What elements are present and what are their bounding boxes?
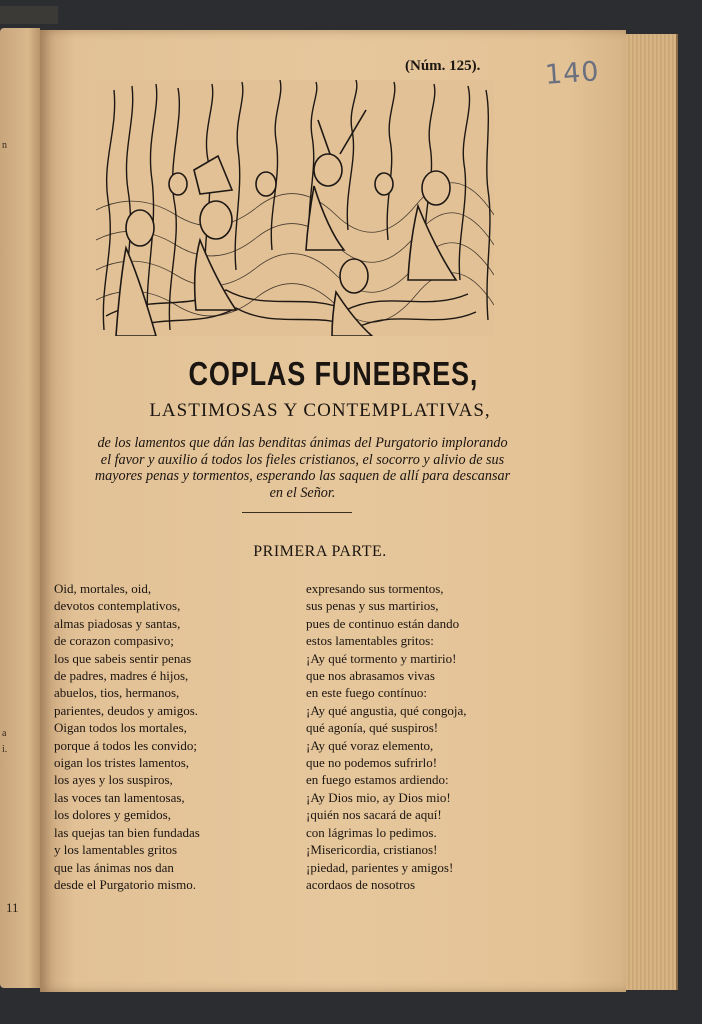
verse-line: ¡Misericordia, cristianos! — [306, 842, 438, 858]
verse-line: pues de continuo están dando — [306, 615, 460, 631]
verse-line: expresando sus tormentos, — [306, 581, 444, 596]
handwritten-folio-number: 140 — [543, 56, 601, 91]
verse-line: devotos contemplativos, — [54, 598, 181, 614]
section-divider — [242, 512, 352, 513]
verse-line: los que sabeis sentir penas — [54, 650, 192, 666]
verse-line: ¡Ay qué angustia, qué congoja, — [306, 702, 467, 718]
verse-line: Oid, mortales, oid, — [54, 581, 152, 596]
verse-line: con lágrimas lo pedimos. — [306, 824, 437, 840]
intro-line: de los lamentos que dán las benditas ánimas del Purgatorio implorando — [97, 435, 508, 451]
verse-line: los ayes y los suspiros, — [54, 772, 173, 788]
intro-paragraph — [50, 435, 555, 501]
verse-line: Oigan todos los mortales, — [54, 720, 187, 736]
verse-line: almas piadosas y santas, — [54, 615, 181, 631]
left-page-edge — [0, 28, 40, 988]
verse-line: que nos abrasamos vivas — [306, 668, 435, 684]
page-subtitle: LASTIMOSAS Y CONTEMPLATIVAS, — [149, 400, 491, 421]
verse-line: qué agonía, qué suspiros! — [306, 720, 439, 736]
verse-line: las quejas tan bien fundadas — [54, 824, 200, 840]
verse-line: en este fuego contínuo: — [306, 685, 427, 701]
verse-line: parientes, deudos y amigos. — [54, 702, 199, 718]
verse-line: de padres, madres é hijos, — [54, 668, 189, 684]
verse-line: ¡Ay Dios mio, ay Dios mio! — [306, 789, 451, 805]
verse-line: estos lamentables gritos: — [306, 633, 434, 649]
page-stack-edges — [626, 34, 678, 990]
verse-line: oigan los tristes lamentos, — [54, 755, 190, 771]
part-heading: PRIMERA PARTE. — [253, 543, 387, 560]
verse-column-right — [306, 580, 536, 893]
verse-line: desde el Purgatorio mismo. — [54, 876, 197, 892]
issue-number: (Núm. 125). — [405, 58, 481, 74]
purgatory-woodcut-illustration — [96, 80, 494, 336]
intro-line: el favor y auxilio á todos los fieles cristianos, el socorro y alivio de sus — [100, 451, 505, 468]
verse-line: y los lamentables gritos — [54, 842, 178, 858]
intro-line: mayores penas y tormentos, esperando las saquen de allí para descansar — [94, 468, 511, 484]
verse-line: ¡Ay qué voraz elemento, — [306, 737, 434, 753]
intro-line: en el Señor. — [269, 484, 336, 501]
verse-line: ¡Ay qué tormento y martirio! — [306, 650, 457, 666]
verse-line: los dolores y gemidos, — [54, 807, 171, 823]
left-page-number: 11 — [6, 900, 19, 915]
verse-line: abuelos, tios, hermanos, — [54, 685, 180, 701]
left-page-fragment: a — [2, 728, 7, 739]
scanner-tab — [0, 6, 58, 24]
verse-line: que las ánimas nos dan — [54, 859, 174, 875]
verse-line: que no podemos sufrirlo! — [306, 755, 438, 771]
verse-line: porque á todos les convido; — [54, 737, 197, 753]
left-page-fragment: i. — [2, 744, 8, 755]
verse-line: sus penas y sus martirios, — [306, 598, 439, 614]
verse-column-left — [54, 580, 274, 893]
verse-line: de corazon compasivo; — [54, 633, 174, 649]
left-page-fragment: n — [2, 140, 7, 151]
verse-line: ¡quién nos sacará de aquí! — [306, 807, 442, 823]
page-title: COPLAS FUNEBRES, — [188, 355, 479, 392]
verse-line: las voces tan lamentosas, — [54, 789, 185, 805]
verse-line: ¡piedad, parientes y amigos! — [306, 859, 454, 875]
verse-line: acordaos de nosotros — [306, 876, 416, 892]
verse-line: en fuego estamos ardiendo: — [306, 772, 449, 788]
